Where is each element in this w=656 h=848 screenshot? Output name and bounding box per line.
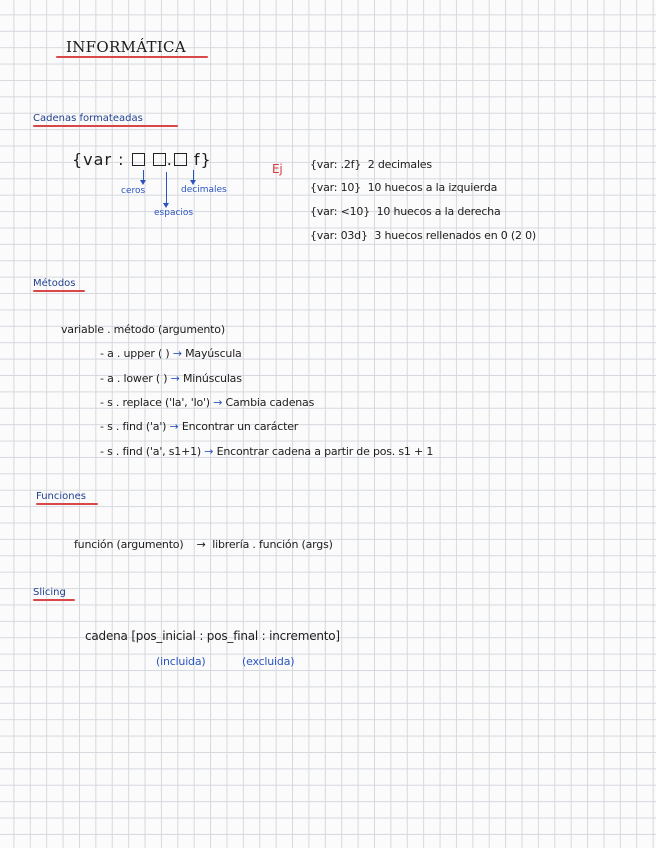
arrow-right-icon: → xyxy=(196,538,206,551)
section-underline-cadenas xyxy=(33,125,178,127)
arrow-right-icon: → xyxy=(213,396,223,409)
list-item: - a . upper ( ) → Mayúscula xyxy=(100,347,242,360)
function-row xyxy=(74,538,333,551)
arrow-right-icon: → xyxy=(204,445,214,458)
example-code: {var: 10} xyxy=(310,181,361,194)
ej-label: Ej xyxy=(272,162,283,176)
example-desc: 10 huecos a la izquierda xyxy=(367,181,498,194)
list-item: - a . lower ( ) → Minúsculas xyxy=(100,372,242,385)
formula-open: {var : xyxy=(72,150,125,169)
section-underline-funciones xyxy=(36,503,98,505)
function-right: librería . función (args) xyxy=(212,538,333,551)
box-ceros xyxy=(132,153,145,166)
format-formula: {var : . f} xyxy=(72,150,212,169)
label-ceros: ceros xyxy=(121,186,146,196)
arrow-right-icon: → xyxy=(170,372,180,385)
arrow-espacios xyxy=(166,172,167,204)
label-excluida: (excluida) xyxy=(242,655,295,668)
example-row xyxy=(310,181,497,194)
method-code: s . find ('a') xyxy=(107,420,167,433)
method-desc: Minúsculas xyxy=(182,372,242,385)
section-heading-funciones: Funciones xyxy=(36,491,86,502)
method-code: s . replace ('la', 'lo') xyxy=(107,396,210,409)
label-espacios: espacios xyxy=(154,208,194,218)
formula-close: f} xyxy=(193,150,212,169)
method-desc: Mayúscula xyxy=(185,347,242,360)
example-code: {var: <10} xyxy=(310,205,370,218)
method-desc: Cambia cadenas xyxy=(225,396,315,409)
example-desc: 2 decimales xyxy=(367,158,432,171)
example-row xyxy=(310,158,432,171)
list-item: - s . find ('a', s1+1) → Encontrar cadena a partir de pos. s1 + 1 xyxy=(100,445,434,458)
list-item: - s . replace ('la', 'lo') → Cambia cadenas xyxy=(100,396,315,409)
arrow-right-icon: → xyxy=(172,347,182,360)
section-heading-metodos: Métodos xyxy=(33,278,76,289)
arrow-right-icon: → xyxy=(169,420,179,433)
title-underline xyxy=(56,56,208,58)
example-row xyxy=(310,229,536,242)
section-heading-slicing: Slicing xyxy=(33,587,66,598)
box-espacios xyxy=(153,153,166,166)
example-code: {var: .2f} xyxy=(310,158,362,171)
example-desc: 3 huecos rellenados en 0 (2 0) xyxy=(374,229,536,242)
method-code: a . upper ( ) xyxy=(107,347,170,360)
example-row xyxy=(310,205,501,218)
label-decimales: decimales xyxy=(181,185,227,195)
example-desc: 10 huecos a la derecha xyxy=(376,205,501,218)
function-left: función (argumento) xyxy=(74,538,184,551)
label-incluida: (incluida) xyxy=(156,655,206,668)
method-syntax: variable . método (argumento) xyxy=(61,323,225,336)
slicing-syntax: cadena [pos_inicial : pos_final : incremento] xyxy=(85,629,340,643)
section-underline-metodos xyxy=(33,290,85,292)
arrow-ceros xyxy=(143,170,144,181)
method-desc: Encontrar un carácter xyxy=(181,420,299,433)
page-title: INFORMÁTICA xyxy=(66,38,186,56)
method-code: a . lower ( ) xyxy=(107,372,168,385)
method-desc: Encontrar cadena a partir de pos. s1 + 1 xyxy=(216,445,434,458)
method-code: s . find ('a', s1+1) xyxy=(107,445,201,458)
section-heading-cadenas: Cadenas formateadas xyxy=(33,113,143,124)
list-item: - s . find ('a') → Encontrar un carácter xyxy=(100,420,299,433)
box-decimales xyxy=(174,153,187,166)
example-code: {var: 03d} xyxy=(310,229,368,242)
arrow-decimales xyxy=(193,170,194,181)
section-underline-slicing xyxy=(33,599,75,601)
